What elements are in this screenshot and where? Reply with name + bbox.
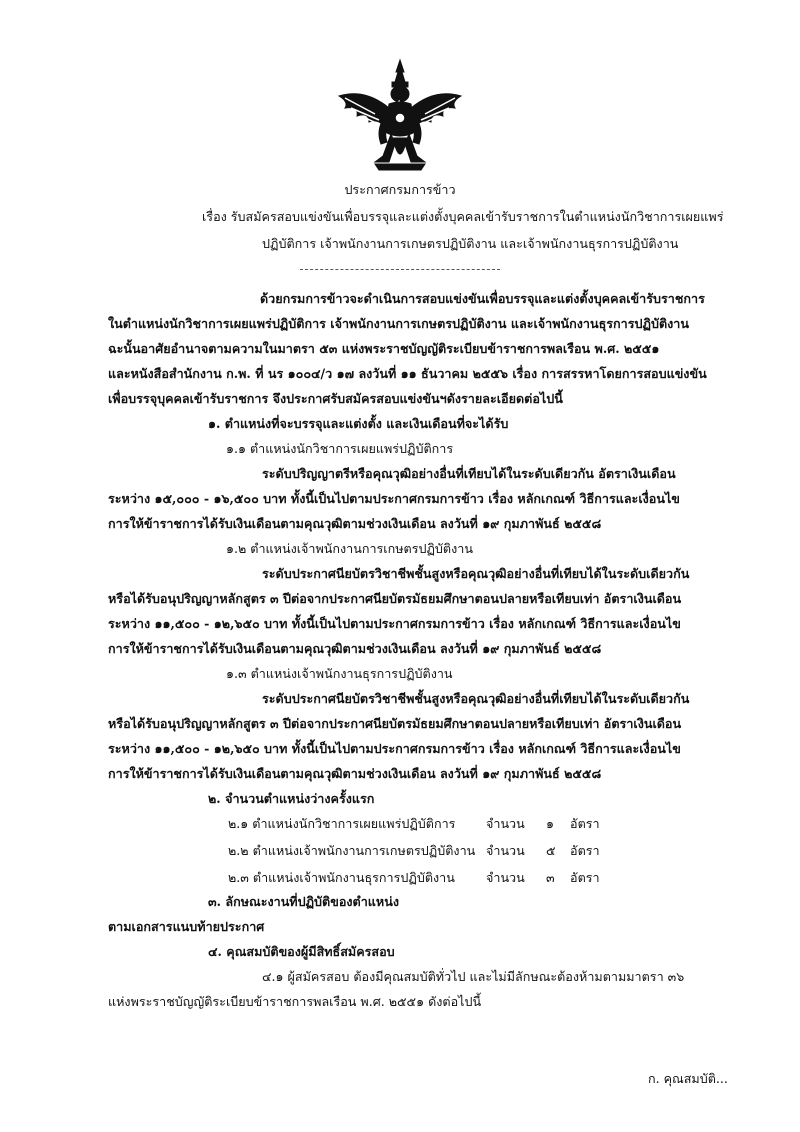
vacancy-position: ๒.๑ ตำแหน่งนักวิชาการเผยแพร่ปฏิบัติการ: [228, 816, 456, 831]
vacancy-unit: อัตรา: [570, 870, 600, 885]
subject-line-1: เรื่อง รับสมัครสอบแข่งขันเพื่อบรรจุและแต่งตั้งบุคคลเข้ารับราชการในตำแหน่งนักวิชาการเผยแพร่: [202, 209, 724, 224]
intro-line: ฉะนั้นอาศัยอำนาจตามความในมาตรา ๕๓ แห่งพระราชบัญญัติระเบียบข้าราชการพลเรือน พ.ศ. ๒๕๕๑: [108, 341, 660, 356]
garuda-emblem-icon: [335, 58, 465, 176]
vacancy-count: ๓: [546, 870, 555, 885]
section-3-heading: ๓. ลักษณะงานที่ปฏิบัติของตำแหน่ง: [208, 894, 399, 909]
subsection-1-3-title: ๑.๓ ตำแหน่งเจ้าพนักงานธุรการปฏิบัติงาน: [226, 666, 453, 681]
title-divider: [300, 269, 500, 270]
subsection-1-1-line: การให้ข้าราชการได้รับเงินเดือนตามคุณวุฒิตามช่วงเงินเดือน ลงวันที่ ๑๙ กุมภาพันธ์ ๒๕๕๘: [108, 516, 602, 531]
subject-line-2: ปฏิบัติการ เจ้าพนักงานการเกษตรปฏิบัติงาน และเจ้าพนักงานธุรการปฏิบัติงาน: [262, 236, 679, 251]
subsection-1-3-line: ระดับประกาศนียบัตรวิชาชีพชั้นสูงหรือคุณวุฒิอย่างอื่นที่เทียบได้ในระดับเดียวกัน: [262, 691, 690, 706]
vacancy-unit: อัตรา: [570, 816, 600, 831]
vacancy-label: จำนวน: [486, 843, 525, 858]
vacancy-row: [228, 842, 648, 860]
section-4-line: ๔.๑ ผู้สมัครสอบ ต้องมีคุณสมบัติทั่วไป และไม่มีลักษณะต้องห้ามตามมาตรา ๓๖: [262, 969, 685, 984]
continuation-note: ก. คุณสมบัติ...: [648, 1071, 728, 1086]
vacancy-label: จำนวน: [486, 816, 525, 831]
vacancy-count: ๕: [546, 843, 556, 858]
vacancy-row: [228, 815, 648, 833]
issuer-title: ประกาศกรมการข้าว: [344, 182, 456, 197]
vacancy-position: ๒.๓ ตำแหน่งเจ้าพนักงานธุรการปฏิบัติงาน: [228, 870, 455, 885]
vacancy-position: ๒.๒ ตำแหน่งเจ้าพนักงานการเกษตรปฏิบัติงาน: [228, 843, 476, 858]
section-1-heading: ๑. ตำแหน่งที่จะบรรจุและแต่งตั้ง และเงินเดือนที่จะได้รับ: [208, 416, 509, 431]
intro-line: ในตำแหน่งนักวิชาการเผยแพร่ปฏิบัติการ เจ้าพนักงานการเกษตรปฏิบัติงาน และเจ้าพนักงานธุรการปฏิบัติงาน: [108, 316, 689, 331]
section-3-body: ตามเอกสารแนบท้ายประกาศ: [108, 919, 265, 934]
subsection-1-1-line: ระดับปริญญาตรีหรือคุณวุฒิอย่างอื่นที่เทียบได้ในระดับเดียวกัน อัตราเงินเดือน: [262, 466, 676, 481]
intro-line: และหนังสือสำนักงาน ก.พ. ที่ นร ๑๐๐๔/ว ๑๗ ลงวันที่ ๑๑ ธันวาคม ๒๕๕๖ เรื่อง การสรรหาโดยการสอบแข่งขัน: [108, 366, 707, 381]
subsection-1-2-line: การให้ข้าราชการได้รับเงินเดือนตามคุณวุฒิตามช่วงเงินเดือน ลงวันที่ ๑๙ กุมภาพันธ์ ๒๕๕๘: [108, 641, 602, 656]
vacancy-label: จำนวน: [486, 870, 525, 885]
vacancy-count: ๑: [546, 816, 554, 831]
subsection-1-1-title: ๑.๑ ตำแหน่งนักวิชาการเผยแพร่ปฏิบัติการ: [226, 441, 454, 456]
subsection-1-3-line: การให้ข้าราชการได้รับเงินเดือนตามคุณวุฒิตามช่วงเงินเดือน ลงวันที่ ๑๙ กุมภาพันธ์ ๒๕๕๘: [108, 766, 602, 781]
section-4-line: แห่งพระราชบัญญัติระเบียบข้าราชการพลเรือน พ.ศ. ๒๕๕๑ ดังต่อไปนี้: [108, 994, 482, 1009]
intro-line: เพื่อบรรจุบุคคลเข้ารับราชการ จึงประกาศรับสมัครสอบแข่งขันฯดังรายละเอียดต่อไปนี้: [108, 391, 563, 406]
section-2-heading: ๒. จำนวนตำแหน่งว่างครั้งแรก: [208, 791, 375, 806]
intro-line: ด้วยกรมการข้าวจะดำเนินการสอบแข่งขันเพื่อบรรจุและแต่งตั้งบุคคลเข้ารับราชการ: [260, 291, 705, 306]
subsection-1-2-line: ระหว่าง ๑๑,๕๐๐ - ๑๒,๖๕๐ บาท ทั้งนี้เป็นไปตามประกาศกรมการข้าว เรื่อง หลักเกณฑ์ วิธีการและเงื่อนไข: [108, 616, 681, 631]
vacancy-row: [228, 869, 648, 887]
subsection-1-3-line: หรือได้รับอนุปริญญาหลักสูตร ๓ ปีต่อจากประกาศนียบัตรมัธยมศึกษาตอนปลายหรือเทียบเท่า อัตราเงินเดือน: [108, 716, 682, 731]
subsection-1-2-line: ระดับประกาศนียบัตรวิชาชีพชั้นสูงหรือคุณวุฒิอย่างอื่นที่เทียบได้ในระดับเดียวกัน: [262, 566, 690, 581]
section-4-heading: ๔. คุณสมบัติของผู้มีสิทธิ์สมัครสอบ: [208, 944, 395, 959]
vacancy-unit: อัตรา: [570, 843, 600, 858]
subsection-1-2-line: หรือได้รับอนุปริญญาหลักสูตร ๓ ปีต่อจากประกาศนียบัตรมัธยมศึกษาตอนปลายหรือเทียบเท่า อัตราเงินเดือน: [108, 591, 682, 606]
subsection-1-3-line: ระหว่าง ๑๑,๕๐๐ - ๑๒,๖๕๐ บาท ทั้งนี้เป็นไปตามประกาศกรมการข้าว เรื่อง หลักเกณฑ์ วิธีการและเงื่อนไข: [108, 741, 681, 756]
subsection-1-2-title: ๑.๒ ตำแหน่งเจ้าพนักงานการเกษตรปฏิบัติงาน: [226, 541, 473, 556]
subsection-1-1-line: ระหว่าง ๑๕,๐๐๐ - ๑๖,๕๐๐ บาท ทั้งนี้เป็นไปตามประกาศกรมการข้าว เรื่อง หลักเกณฑ์ วิธีการและเงื่อนไข: [108, 491, 680, 506]
